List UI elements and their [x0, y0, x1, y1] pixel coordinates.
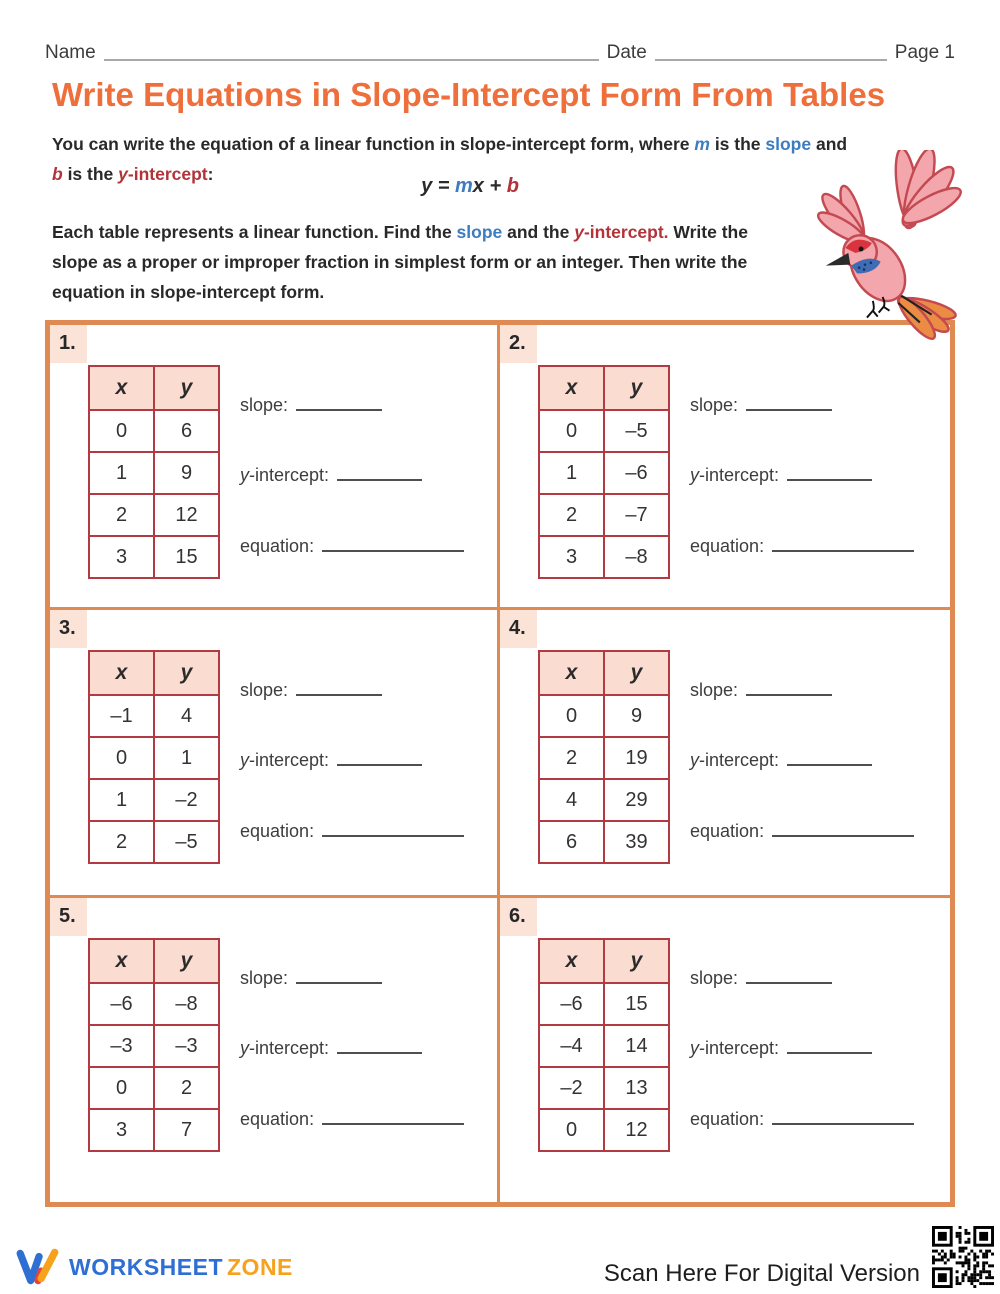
table-cell: –4 — [539, 1025, 604, 1067]
y-intercept-row — [240, 746, 422, 771]
equation-label: equation: — [240, 1109, 315, 1129]
table-cell: 2 — [89, 821, 154, 863]
y-intercept-label: -intercept: — [249, 750, 330, 770]
table-cell: 14 — [604, 1025, 669, 1067]
equation-row — [690, 532, 914, 557]
slope-blank — [296, 964, 382, 984]
table-cell: –2 — [154, 779, 219, 821]
problem-number: 4. — [500, 610, 537, 648]
y-intercept-blank — [337, 1034, 422, 1054]
y-intercept-blank — [787, 1034, 872, 1054]
equation-blank — [772, 1105, 914, 1125]
table-cell: 9 — [154, 452, 219, 494]
table-cell: 3 — [89, 536, 154, 578]
problems-grid — [45, 320, 955, 1207]
y-symbol: y — [118, 164, 128, 184]
intro-text: and — [811, 134, 848, 154]
table-cell: 0 — [539, 1109, 604, 1151]
slope-blank — [746, 676, 832, 696]
y-intercept-blank — [787, 746, 872, 766]
table-cell: 7 — [154, 1109, 219, 1151]
xy-table — [538, 650, 670, 864]
slope-blank — [746, 391, 832, 411]
table-cell: 1 — [154, 737, 219, 779]
slope-row — [240, 676, 382, 701]
table-cell: 15 — [604, 983, 669, 1025]
formula-x: x — [472, 175, 484, 197]
y-symbol: y — [574, 222, 584, 242]
equation-blank — [772, 532, 914, 552]
table-cell: –7 — [604, 494, 669, 536]
table-cell: 6 — [539, 821, 604, 863]
problem-number: 5. — [50, 898, 87, 936]
y-intercept-blank — [787, 461, 872, 481]
instr-text: Write the — [668, 222, 748, 242]
table-header-y: y — [154, 366, 219, 410]
intro-text: You can write the equation of a linear function in slope-intercept form, where — [52, 134, 695, 154]
table-cell: 15 — [154, 536, 219, 578]
table-cell: 1 — [89, 452, 154, 494]
problem-cell-4 — [500, 610, 950, 898]
intercept-word: -intercept. — [583, 222, 669, 242]
problem-number: 2. — [500, 325, 537, 363]
equation-row — [240, 532, 464, 557]
equation-label: equation: — [690, 536, 765, 556]
y-intercept-blank — [337, 461, 422, 481]
table-cell: –3 — [154, 1025, 219, 1067]
y-intercept-label-y: y — [240, 750, 249, 770]
problem-number: 1. — [50, 325, 87, 363]
xy-table — [88, 365, 220, 579]
y-intercept-label-y: y — [690, 465, 699, 485]
table-header-y: y — [154, 939, 219, 983]
equation-row — [690, 1105, 914, 1130]
slope-label: slope: — [690, 395, 739, 415]
table-cell: 3 — [539, 536, 604, 578]
table-header-y: y — [604, 366, 669, 410]
xy-table — [538, 938, 670, 1152]
equation-label: equation: — [690, 821, 765, 841]
slope-blank — [296, 391, 382, 411]
slope-blank — [746, 964, 832, 984]
slope-label: slope: — [240, 395, 289, 415]
slope-word: slope — [456, 222, 503, 242]
table-header-x: x — [539, 939, 604, 983]
worksheetzone-logo-icon — [15, 1246, 61, 1288]
y-intercept-blank — [337, 746, 422, 766]
slope-row — [690, 391, 832, 416]
table-cell: 12 — [154, 494, 219, 536]
table-cell: –6 — [89, 983, 154, 1025]
intro-colon: : — [207, 164, 214, 184]
instr-text: slope as a proper or improper fraction in simplest form or an integer. Then write the — [52, 252, 748, 272]
table-cell: –3 — [89, 1025, 154, 1067]
y-intercept-label: -intercept: — [249, 465, 330, 485]
table-cell: –5 — [604, 410, 669, 452]
table-cell: 2 — [89, 494, 154, 536]
y-intercept-row — [690, 461, 872, 486]
table-cell: 0 — [89, 737, 154, 779]
table-header-y: y — [604, 651, 669, 695]
problem-cell-6 — [500, 898, 950, 1202]
y-intercept-label-y: y — [690, 750, 699, 770]
formula-m: m — [454, 175, 473, 197]
instr-text: equation in slope-intercept form. — [52, 282, 325, 302]
slope-row — [240, 391, 382, 416]
problem-number: 3. — [50, 610, 87, 648]
table-cell: 0 — [539, 695, 604, 737]
table-cell: –6 — [539, 983, 604, 1025]
table-cell: 12 — [604, 1109, 669, 1151]
worksheetzone-logo — [15, 1246, 293, 1288]
table-cell: 1 — [539, 452, 604, 494]
b-symbol: b — [52, 164, 63, 184]
y-intercept-row — [240, 461, 422, 486]
table-cell: –8 — [604, 536, 669, 578]
date-label: Date — [606, 42, 647, 63]
equation-label: equation: — [690, 1109, 765, 1129]
table-cell: 4 — [539, 779, 604, 821]
name-label: Name — [45, 42, 96, 63]
qr-code-icon — [932, 1226, 994, 1288]
page-title: Write Equations in Slope-Intercept Form From Tables — [52, 76, 886, 113]
slope-intercept-formula — [0, 175, 940, 198]
y-intercept-label: -intercept: — [699, 465, 780, 485]
table-cell: 9 — [604, 695, 669, 737]
table-cell: –5 — [154, 821, 219, 863]
y-intercept-label-y: y — [240, 465, 249, 485]
equation-row — [690, 817, 914, 842]
page-header — [45, 42, 955, 64]
intro-text: is the — [62, 164, 119, 184]
brand-worksheet: WORKSHEET — [69, 1253, 223, 1280]
page-number: Page 1 — [894, 42, 955, 63]
table-header-x: x — [539, 651, 604, 695]
y-intercept-label: -intercept: — [699, 1038, 780, 1058]
m-symbol: m — [694, 134, 710, 154]
problem-cell-3 — [50, 610, 500, 898]
table-cell: –2 — [539, 1067, 604, 1109]
table-cell: 2 — [539, 737, 604, 779]
y-intercept-label-y: y — [690, 1038, 699, 1058]
y-intercept-label: -intercept: — [699, 750, 780, 770]
instr-text: and the — [502, 222, 575, 242]
slope-label: slope: — [690, 968, 739, 988]
problem-number: 6. — [500, 898, 537, 936]
name-blank-line — [104, 59, 599, 61]
table-header-x: x — [89, 651, 154, 695]
scan-here-text: Scan Here For Digital Version — [603, 1260, 920, 1287]
formula-y: y — [421, 175, 433, 197]
date-blank-line — [655, 59, 887, 61]
table-cell: 2 — [154, 1067, 219, 1109]
table-header-x: x — [539, 366, 604, 410]
table-cell: 13 — [604, 1067, 669, 1109]
y-intercept-label: -intercept: — [249, 1038, 330, 1058]
problem-cell-5 — [50, 898, 500, 1202]
table-cell: 2 — [539, 494, 604, 536]
table-cell: –6 — [604, 452, 669, 494]
table-cell: 6 — [154, 410, 219, 452]
equation-row — [240, 1105, 464, 1130]
table-cell: 0 — [539, 410, 604, 452]
slope-label: slope: — [240, 968, 289, 988]
table-cell: 4 — [154, 695, 219, 737]
equation-blank — [322, 1105, 464, 1125]
formula-equals: = — [432, 175, 455, 197]
slope-row — [690, 676, 832, 701]
table-cell: 0 — [89, 1067, 154, 1109]
table-header-x: x — [89, 366, 154, 410]
equation-row — [240, 817, 464, 842]
slope-label: slope: — [240, 680, 289, 700]
xy-table — [88, 650, 220, 864]
bird-icon — [816, 150, 963, 341]
y-intercept-label-y: y — [240, 1038, 249, 1058]
xy-table — [538, 365, 670, 579]
table-header-x: x — [89, 939, 154, 983]
slope-row — [690, 964, 832, 989]
problem-cell-1 — [50, 325, 500, 610]
intro-text: is the — [709, 134, 766, 154]
bird-illustration — [816, 150, 963, 342]
slope-label: slope: — [690, 680, 739, 700]
table-cell: 39 — [604, 821, 669, 863]
problem-cell-2 — [500, 325, 950, 610]
slope-row — [240, 964, 382, 989]
table-cell: 3 — [89, 1109, 154, 1151]
y-intercept-row — [690, 1034, 872, 1059]
slope-blank — [296, 676, 382, 696]
y-intercept-row — [690, 746, 872, 771]
table-header-y: y — [154, 651, 219, 695]
xy-table — [88, 938, 220, 1152]
table-header-y: y — [604, 939, 669, 983]
intercept-word: -intercept — [127, 164, 208, 184]
formula-plus: + — [483, 175, 507, 197]
equation-label: equation: — [240, 821, 315, 841]
table-cell: 0 — [89, 410, 154, 452]
table-cell: 19 — [604, 737, 669, 779]
equation-blank — [322, 817, 464, 837]
table-cell: 29 — [604, 779, 669, 821]
slope-word: slope — [765, 134, 812, 154]
formula-b: b — [506, 175, 519, 197]
equation-blank — [772, 817, 914, 837]
instr-text: Each table represents a linear function. Find the — [52, 222, 457, 242]
table-cell: –1 — [89, 695, 154, 737]
equation-blank — [322, 532, 464, 552]
equation-label: equation: — [240, 536, 315, 556]
table-cell: –8 — [154, 983, 219, 1025]
brand-zone: ZONE — [227, 1253, 293, 1280]
table-cell: 1 — [89, 779, 154, 821]
qr-code — [932, 1226, 994, 1288]
y-intercept-row — [240, 1034, 422, 1059]
